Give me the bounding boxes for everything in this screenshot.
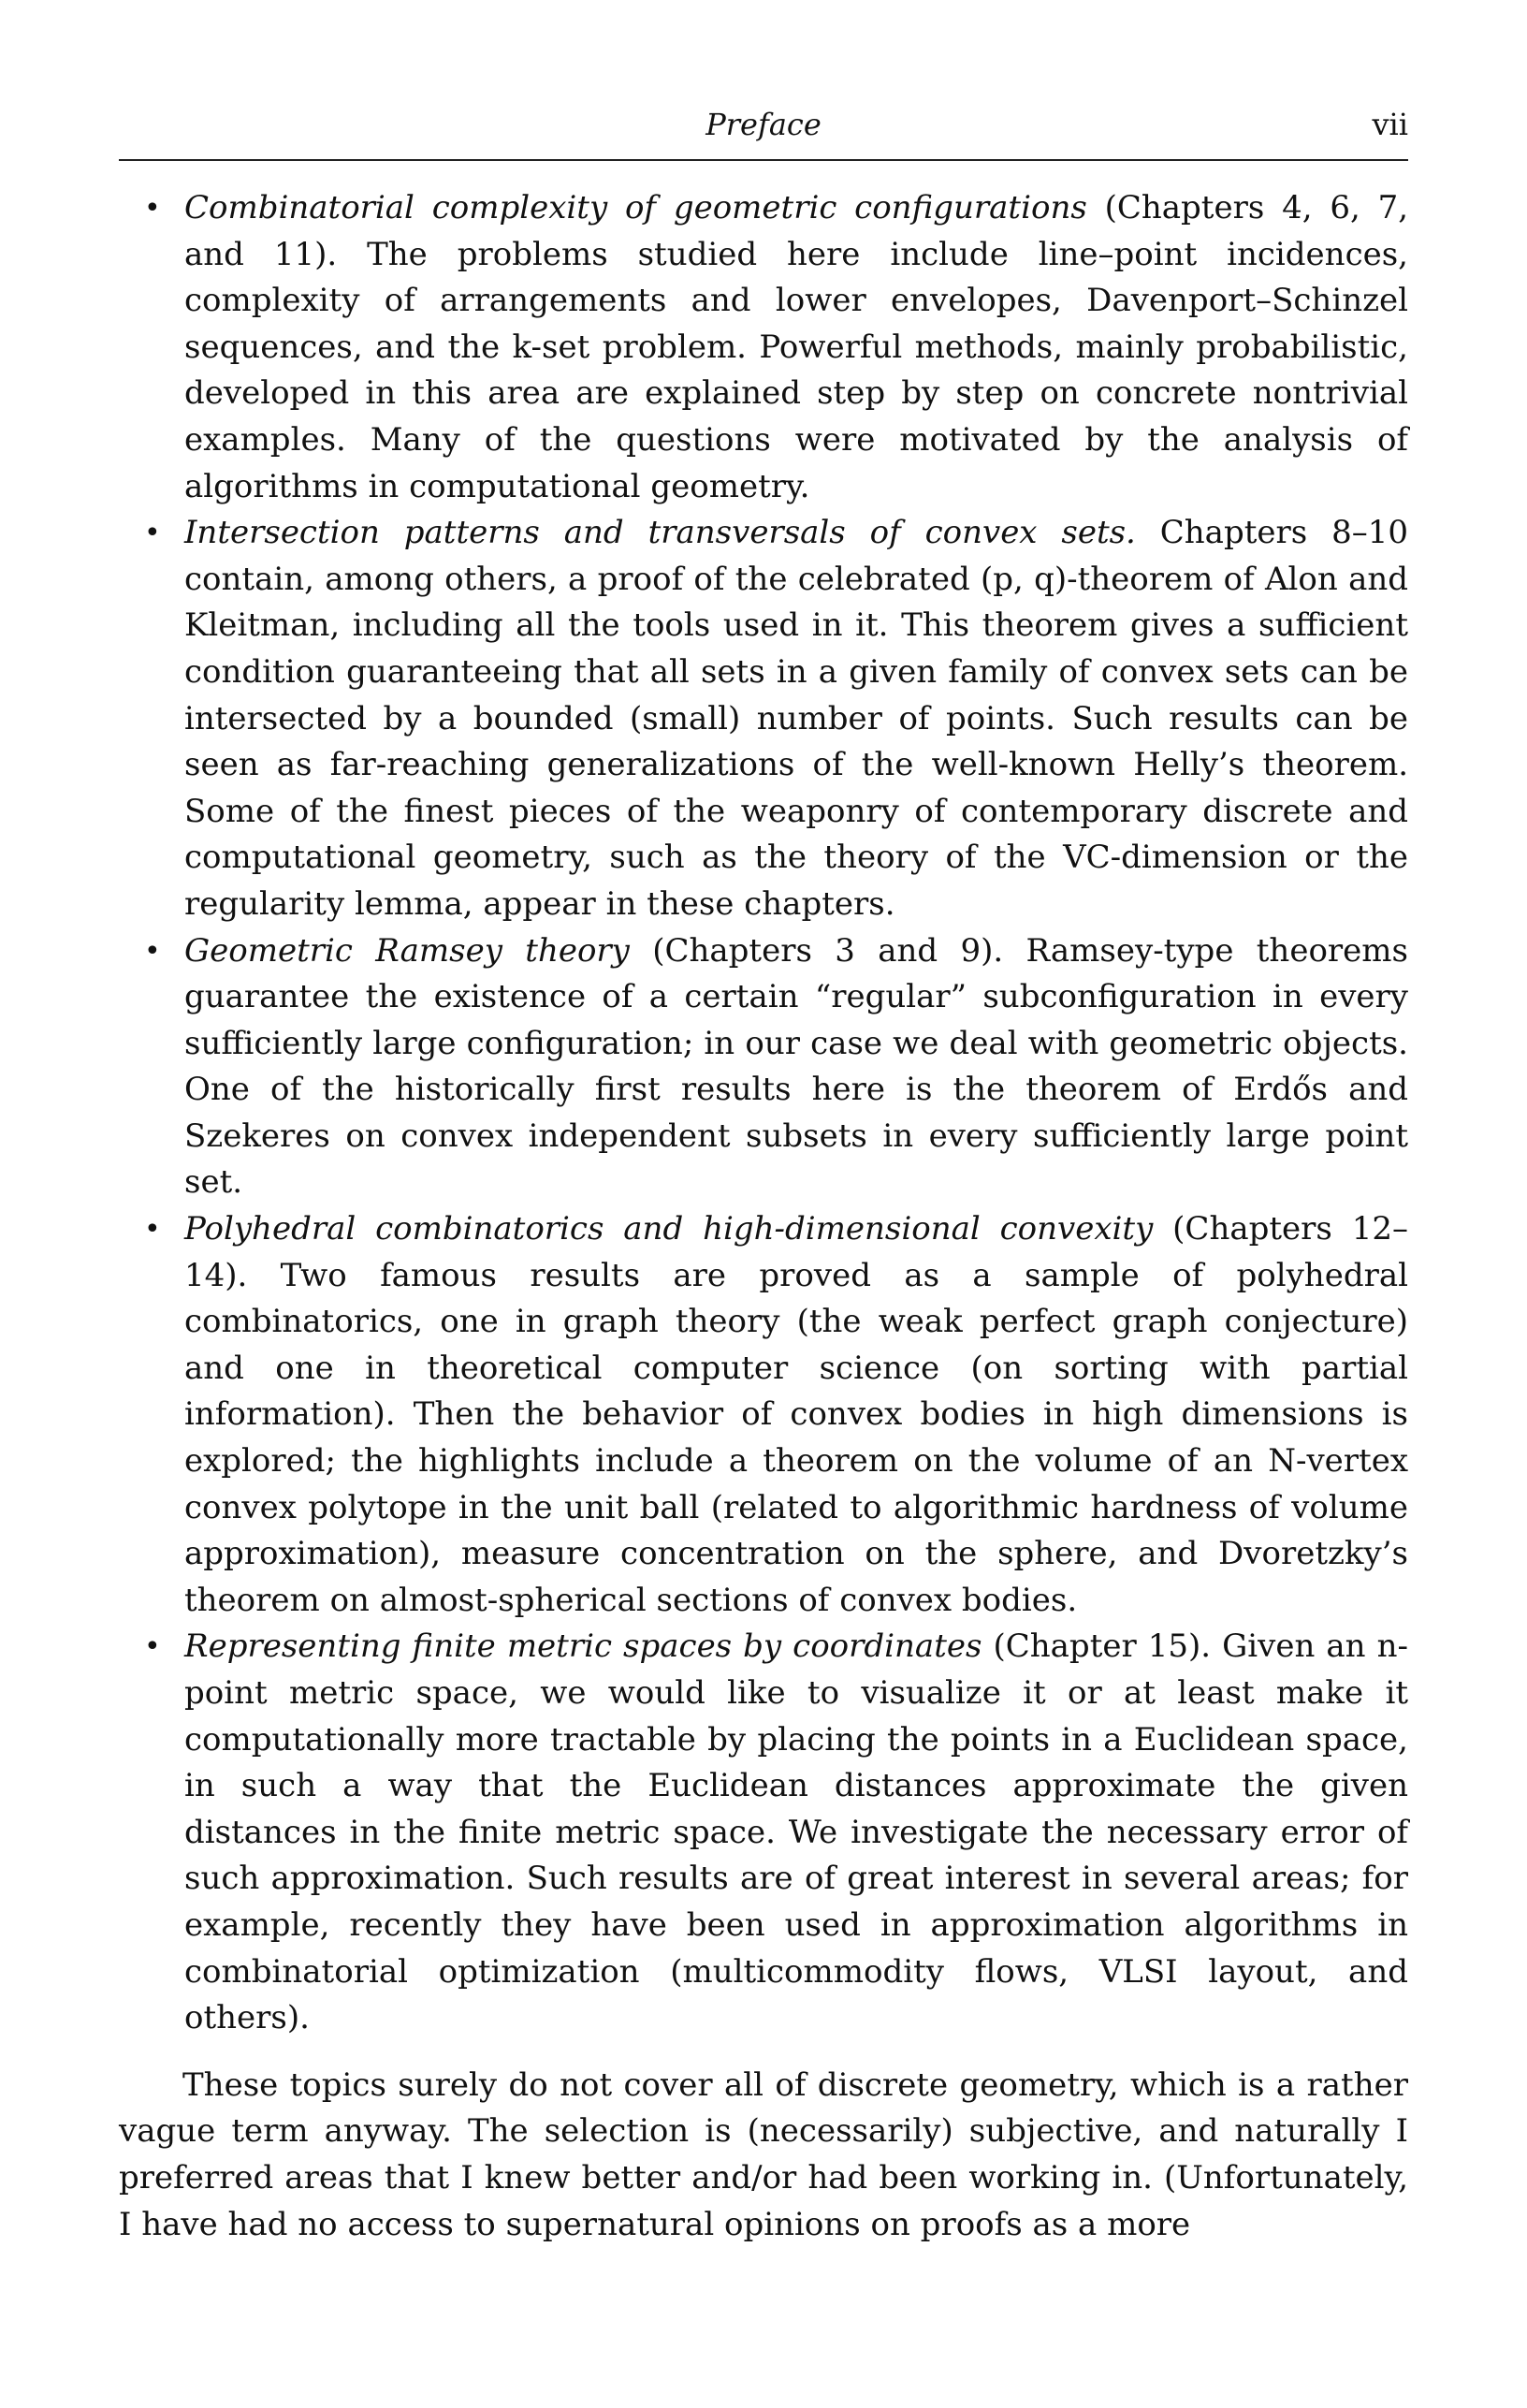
topic-list bbox=[119, 185, 1408, 2042]
running-header bbox=[119, 103, 1408, 161]
topic-title: Representing finite metric spaces by coordinates bbox=[184, 1627, 982, 1666]
topic-title: Polyhedral combinatorics and high-dimensional convexity bbox=[184, 1210, 1154, 1248]
topic-body: Chapters 8–10 contain, among others, a proof of the celebrated (p, q)-theorem of Alon and Kleitman, including all the tools used in it. This theorem gives a sufficient condition guaranteeing that all sets in a given family of convex sets can be intersected by a bounded (small) number of points. Such results can be seen as far-reaching generalizations of the well-known Helly’s theorem. Some of the finest pieces of the weaponry of contemporary discrete and computational geometry, such as the theory of the VC-dimension or the regularity lemma, appear in these chapters. bbox=[184, 514, 1408, 923]
page-number: vii bbox=[1372, 107, 1408, 142]
topic-body: (Chapter 15). Given an n-point metric space, we would like to visualize it or at least make it computationally more tractable by placing the points in a Euclidean space, in such a way that the Euclidean distances approximate the given distances in the finite metric space. We investigate the necessary error of such approximation. Such results are of great interest in several areas; for example, recently they have been used in approximation algorithms in combinatorial optimization (multicommodity flows, VLSI layout, and others). bbox=[184, 1627, 1409, 2037]
bullet-icon: • bbox=[144, 517, 161, 550]
list-item bbox=[119, 510, 1408, 927]
bullet-icon: • bbox=[144, 1630, 161, 1664]
list-item bbox=[119, 185, 1408, 510]
bullet-icon: • bbox=[144, 192, 161, 225]
bullet-icon: • bbox=[144, 1213, 161, 1247]
list-item bbox=[119, 928, 1408, 1207]
topic-title: Intersection patterns and transversals of convex sets. bbox=[184, 514, 1136, 552]
topic-body: (Chapters 12–14). Two famous results are proved as a sample of polyhedral combinatorics, one in graph theory (the weak perfect graph conjecture) and one in theoretical computer science (on sorting with partial information). Then the behavior of convex bodies in high dimensions is explored; the highlights include a theorem on the volume of an N-vertex convex polytope in the unit ball (related to algorithmic hardness of volume approximation), measure concentration on the sphere, and Dvoretzky’s theorem on almost-spherical sections of convex bodies. bbox=[184, 1210, 1409, 1619]
bullet-icon: • bbox=[144, 934, 161, 968]
list-item bbox=[119, 1206, 1408, 1624]
closing-paragraph: These topics surely do not cover all of discrete geometry, which is a rather vague term anyway. The selection is (necessarily) subjective, and naturally I preferred areas that I knew better and/or had been working in. (Unfortunately, I have had no access to supernatural opinions on proofs as a more bbox=[119, 2065, 1408, 2243]
header-title: Preface bbox=[705, 107, 822, 142]
topic-body: (Chapters 4, 6, 7, and 11). The problems studied here include line–point incidences, complexity of arrangements and lower envelopes, Davenport–Schinzel sequences, and the k-set problem. Powerful methods, mainly probabilistic, developed in this area are explained step by step on concrete nontrivial examples. Many of the questions were motivated by the analysis of algorithms in computational geometry. bbox=[184, 189, 1409, 505]
topic-title: Combinatorial complexity of geometric configurations bbox=[184, 189, 1087, 226]
list-item bbox=[119, 1624, 1408, 2041]
topic-title: Geometric Ramsey theory bbox=[184, 931, 630, 970]
topic-body: (Chapters 3 and 9). Ramsey-type theorems guarantee the existence of a certain “regular” subconfiguration in every sufficiently large configuration; in our case we deal with geometric objects. One of the historically first results here is the theorem of Erdős and Szekeres on convex independent subsets in every sufficiently large point set. bbox=[184, 931, 1408, 1202]
book-page bbox=[119, 103, 1408, 2248]
